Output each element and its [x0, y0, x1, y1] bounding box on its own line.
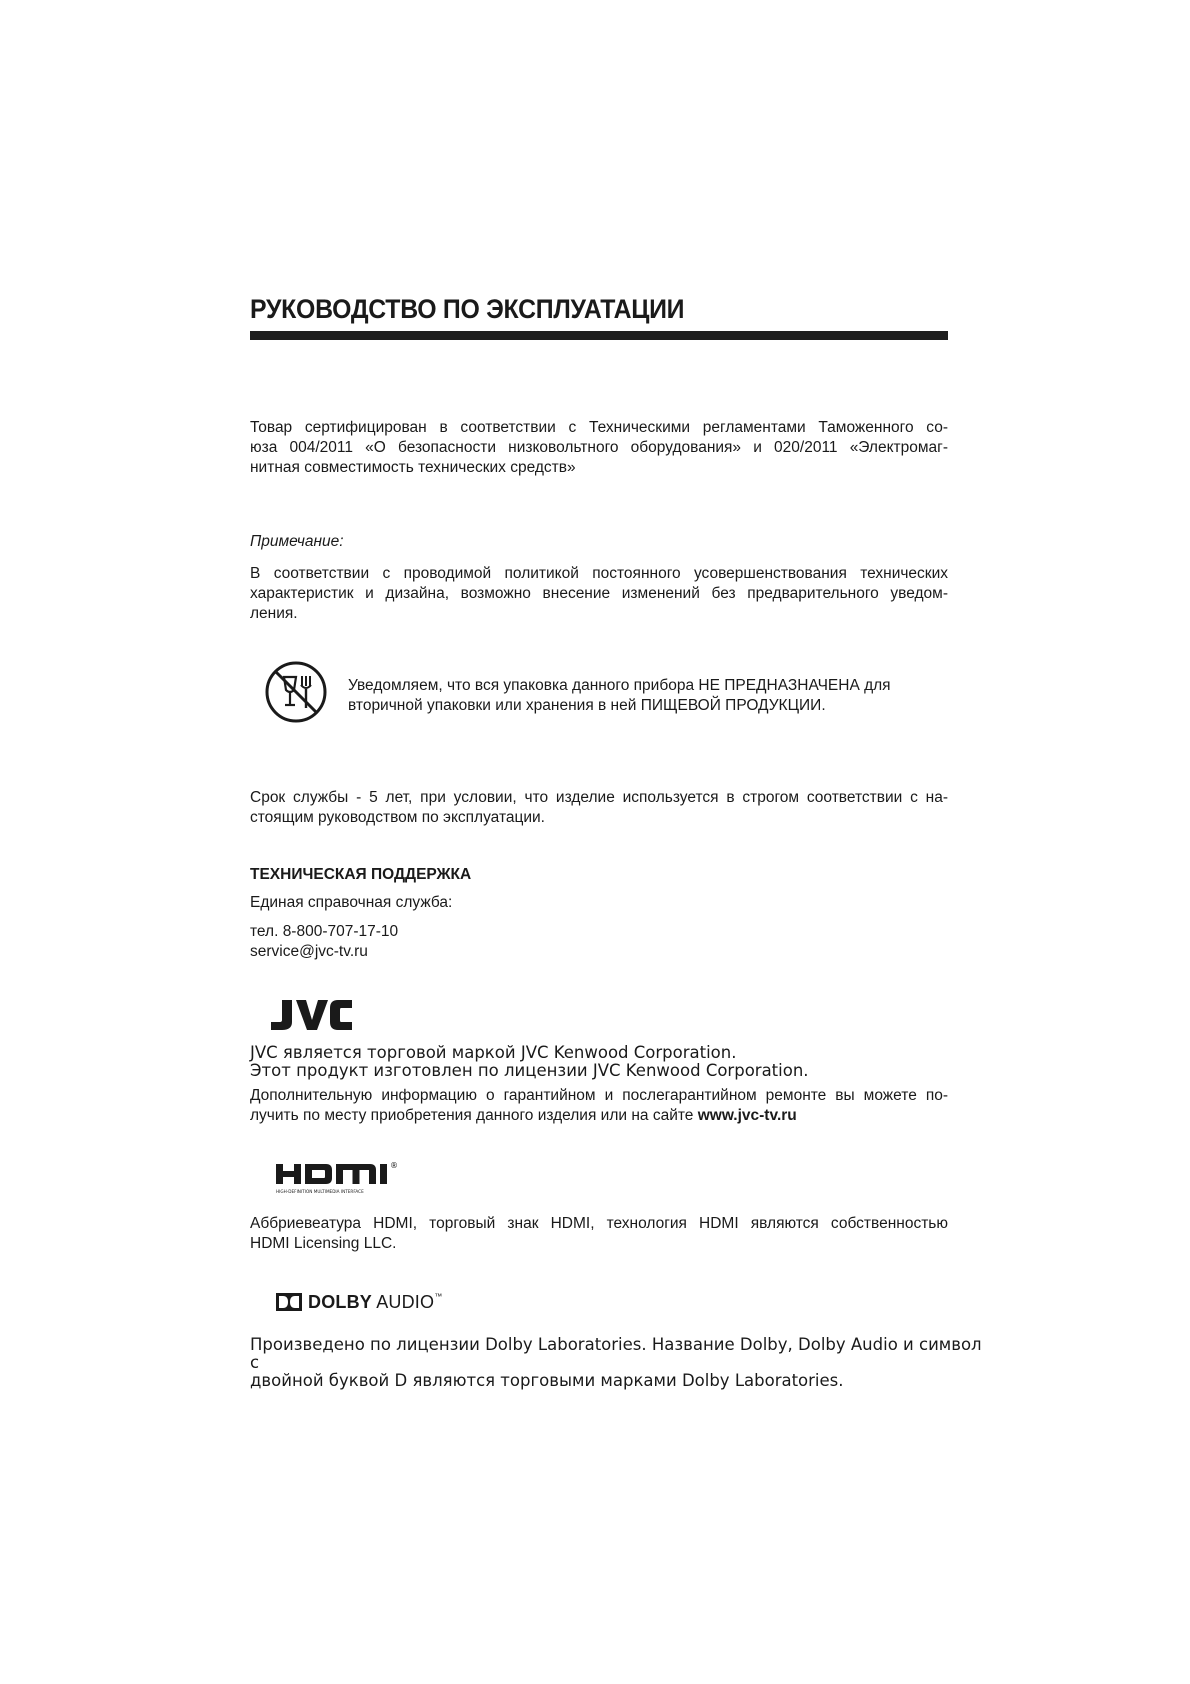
hdmi-logo-subtitle: HIGH-DEFINITION MULTIMEDIA INTERFACE	[276, 1189, 364, 1194]
support-heading: ТЕХНИЧЕСКАЯ ПОДДЕРЖКА	[250, 866, 472, 883]
packaging-warning-line: вторичной упаковки или хранения в ней ПИЩЕВОЙ ПРОДУКЦИИ.	[348, 697, 826, 714]
packaging-warning-text	[348, 676, 948, 716]
note-line: ления.	[250, 605, 298, 622]
jvc-logo	[268, 998, 354, 1032]
service-life-line: стоящим руководством по эксплуатации.	[250, 809, 545, 826]
support-email[interactable]: service@jvc-tv.ru	[250, 943, 368, 960]
warranty-line: Дополнительную информацию о гарантийном и послегарантийном ремонте вы можете по-	[250, 1087, 948, 1104]
dolby-line: Произведено по лицензии Dolby Laboratories. Название Dolby, Dolby Audio и символ с	[250, 1335, 982, 1372]
title-underline-rule	[250, 331, 948, 340]
no-food-packaging-icon	[264, 660, 328, 724]
dolby-tm: ™	[434, 1291, 443, 1301]
note-line: В соответствии с проводимой политикой постоянного усовершенствования технических	[250, 565, 948, 582]
dolby-audio-logo	[276, 1290, 442, 1314]
warranty-paragraph	[250, 1086, 948, 1126]
service-life-line: Срок службы - 5 лет, при условии, что изделие используется в строгом соответствии с на-	[250, 789, 948, 806]
hdmi-line: HDMI Licensing LLC.	[250, 1235, 397, 1252]
jvc-trademark-text	[250, 1044, 990, 1080]
helpline-label: Единая справочная служба:	[250, 894, 453, 911]
dolby-audio-wordmark	[308, 1292, 442, 1313]
dolby-line: двойной буквой D являются торговыми марками Dolby Laboratories.	[250, 1371, 844, 1390]
warranty-line-prefix: лучить по месту приобретения данного изделия или на сайте	[250, 1107, 698, 1124]
page-title: РУКОВОДСТВО ПО ЭКСПЛУАТАЦИИ	[250, 294, 685, 324]
jvc-trademark-line: JVC является торговой маркой JVC Kenwood Corporation.	[250, 1043, 737, 1062]
note-label: Примечание:	[250, 533, 344, 550]
dolby-paragraph	[250, 1336, 990, 1390]
audio-word: AUDIO	[372, 1291, 435, 1312]
jvc-trademark-line: Этот продукт изготовлен по лицензии JVC Kenwood Corporation.	[250, 1061, 809, 1080]
dolby-word: DOLBY	[308, 1291, 372, 1312]
dolby-double-d-icon	[276, 1293, 302, 1311]
packaging-warning-line: Уведомляем, что вся упаковка данного прибора НЕ ПРЕДНАЗНАЧЕНА для	[348, 677, 891, 694]
note-paragraph	[250, 564, 948, 624]
hdmi-paragraph	[250, 1214, 948, 1254]
certification-line: нитная совместимость технических средств»	[250, 459, 576, 476]
hdmi-line: Аббриевеатура HDMI, торговый знак HDMI, технология HDMI являются собственностью	[250, 1215, 948, 1232]
support-phone: тел. 8-800-707-17-10	[250, 923, 399, 940]
hdmi-registered-mark: ®	[390, 1161, 398, 1170]
certification-line: юза 004/2011 «О безопасности низковольтного оборудования» и 020/2011 «Электромаг-	[250, 439, 948, 456]
website-link[interactable]: www.jvc-tv.ru	[697, 1107, 797, 1124]
note-line: характеристик и дизайна, возможно внесение изменений без предварительного уведом-	[250, 585, 948, 602]
certification-line: Товар сертифицирован в соответствии с Техническими регламентами Таможенного со-	[250, 419, 948, 436]
hdmi-logo	[274, 1160, 410, 1196]
warranty-line-2	[250, 1106, 948, 1126]
certification-paragraph	[250, 418, 948, 478]
service-life-paragraph	[250, 788, 948, 828]
